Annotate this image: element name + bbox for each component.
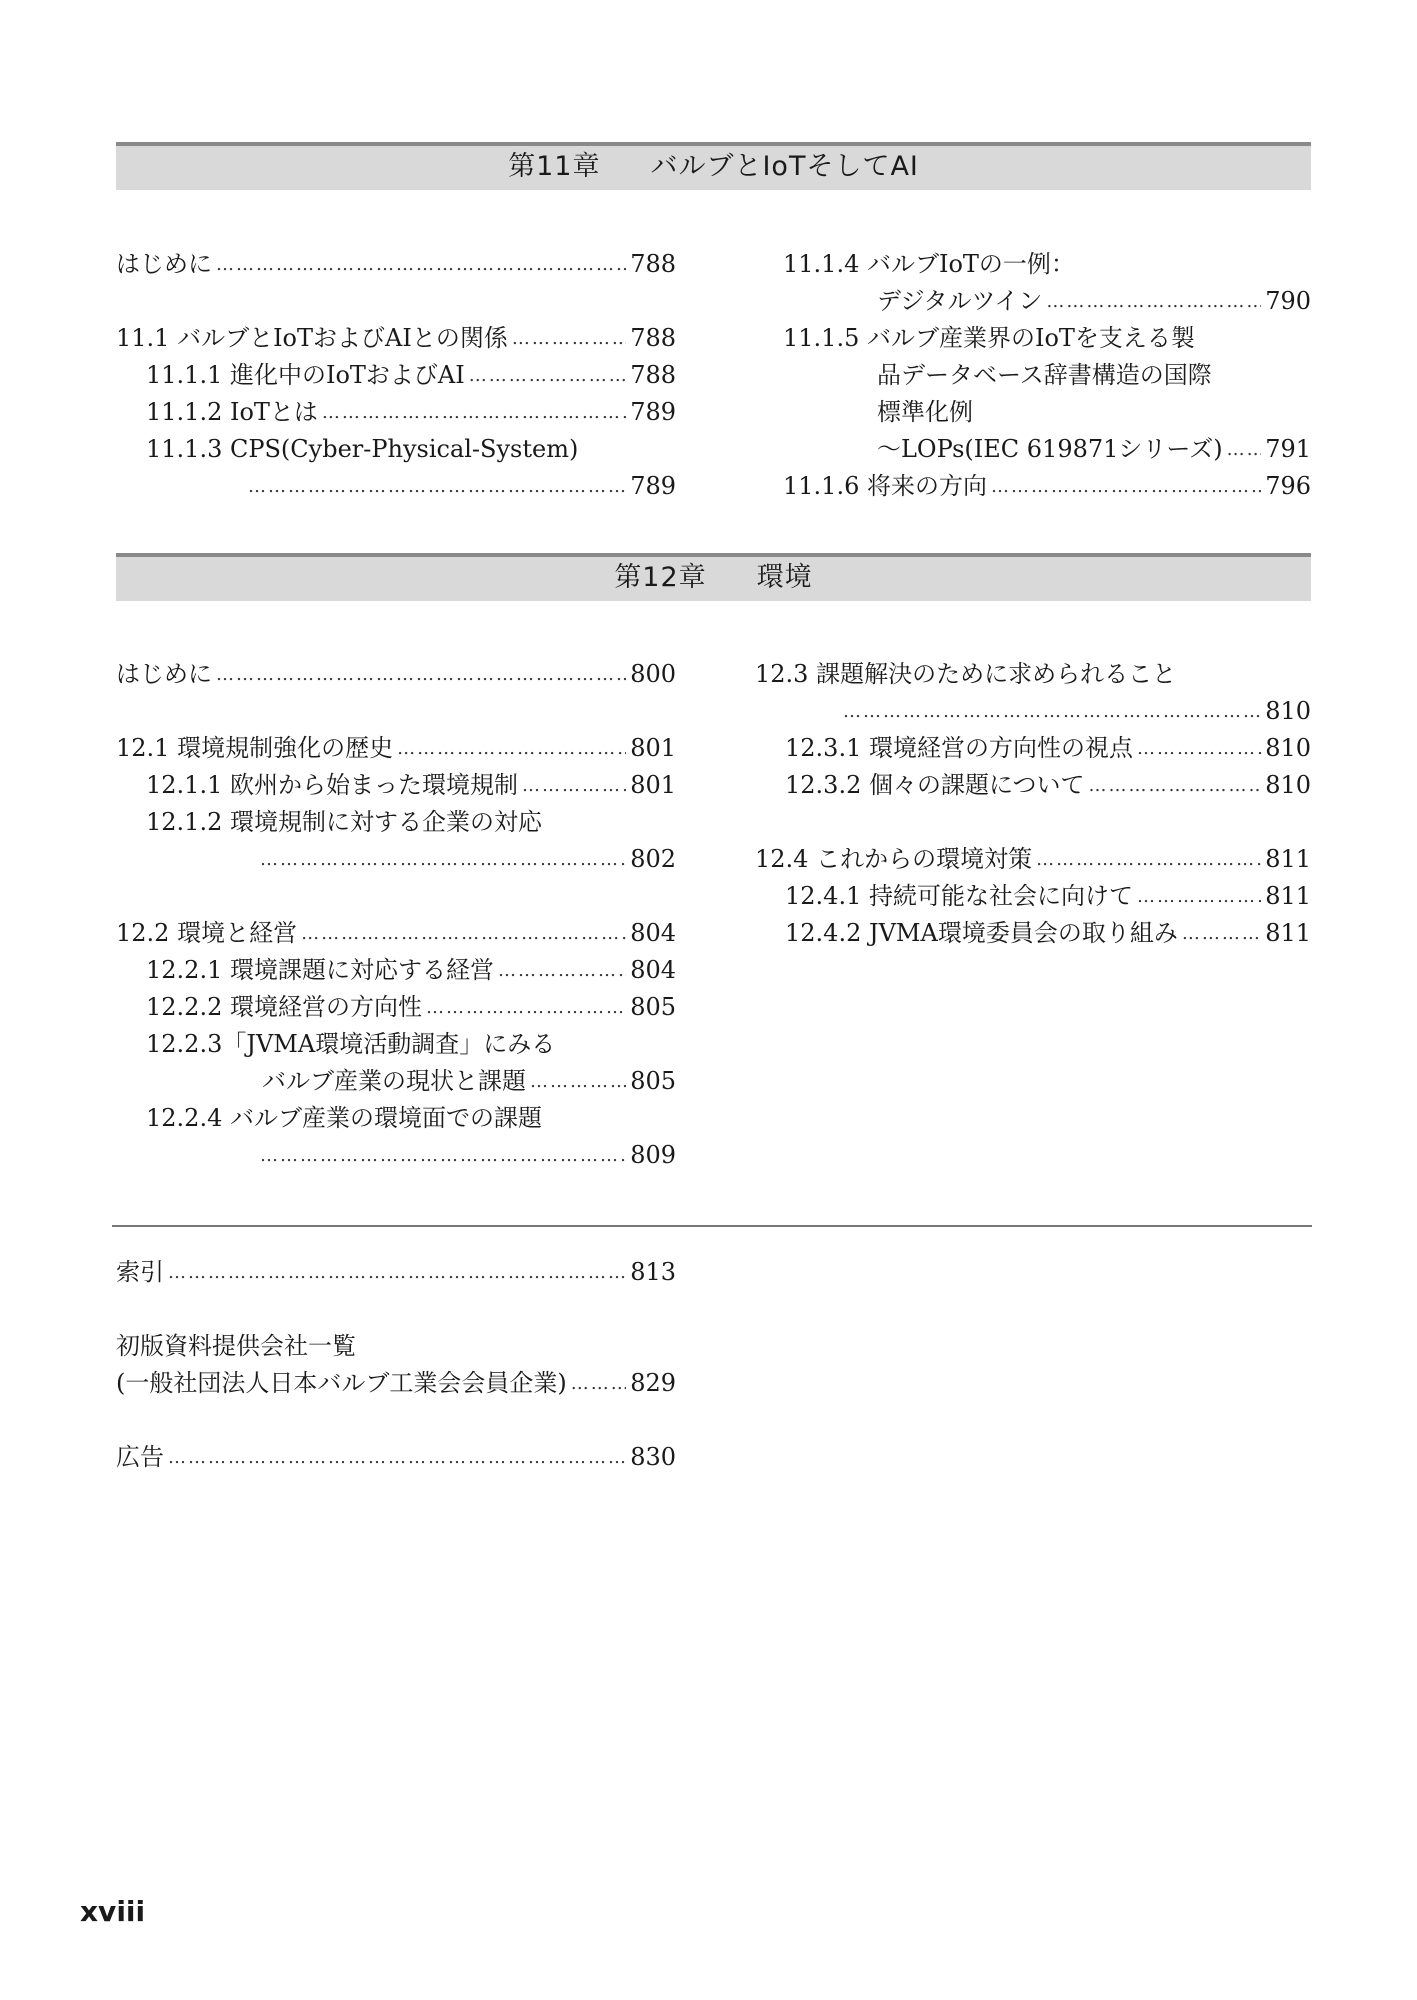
toc-entry (755, 283, 1311, 320)
toc-entry-title: デジタルツイン (877, 287, 1043, 315)
toc-spacer (116, 283, 676, 320)
toc-entry (116, 431, 676, 468)
toc-entry-title: 12.1.2 環境規制に対する企業の対応 (146, 808, 542, 836)
leader-dots (248, 468, 626, 505)
leader-dots (512, 320, 626, 357)
toc-entry-title: 索引 (116, 1258, 164, 1286)
toc-entry-title: 11.1.3 CPS(Cyber-Physical-System) (146, 435, 579, 463)
toc-entry (116, 357, 676, 394)
toc-entry-title: 品データベース辞書構造の国際 (877, 361, 1212, 389)
chapter-11-toc-left (116, 246, 676, 505)
toc-entry (116, 320, 676, 357)
leader-dots (530, 1063, 626, 1100)
toc-entry (116, 394, 676, 431)
toc-entry (116, 246, 676, 283)
toc-entry (116, 1137, 676, 1174)
toc-entry-title: (一般社団法人日本バルブ工業会会員企業) (116, 1369, 567, 1397)
back-matter-toc (116, 1254, 676, 1476)
toc-spacer (116, 1291, 676, 1328)
leader-dots (1137, 878, 1261, 915)
toc-entry (116, 1254, 676, 1291)
toc-entry-title: 初版資料提供会社一覧 (116, 1332, 356, 1360)
toc-entry-title: 12.3 課題解決のために求められること (755, 660, 1177, 688)
toc-page-number: 804 (630, 919, 676, 947)
leader-dots (216, 246, 626, 283)
leader-dots (426, 989, 626, 1026)
leader-dots (1088, 767, 1261, 804)
toc-page-number: 811 (1265, 845, 1311, 873)
toc-entry (116, 841, 676, 878)
toc-entry-title: 標準化例 (877, 398, 973, 426)
leader-dots (469, 357, 626, 394)
toc-entry-title: 12.2.1 環境課題に対応する経営 (146, 956, 494, 984)
toc-page-number: 830 (630, 1443, 676, 1471)
chapter-11-toc-right (755, 246, 1311, 505)
toc-entry-title: 12.4 これからの環境対策 (755, 845, 1033, 873)
chapter-12-toc-right (755, 656, 1311, 952)
leader-dots (260, 841, 626, 878)
toc-page-number: 801 (630, 771, 676, 799)
toc-entry-title: 12.1 環境規制強化の歴史 (116, 734, 394, 762)
toc-page-number: 804 (630, 956, 676, 984)
toc-page-number: 800 (630, 660, 676, 688)
toc-page-number: 810 (1265, 734, 1311, 762)
toc-entry (116, 915, 676, 952)
toc-entry-title: 12.2.4 バルブ産業の環境面での課題 (146, 1104, 542, 1132)
leader-dots (168, 1254, 626, 1291)
toc-page-number: 790 (1265, 287, 1311, 315)
leader-dots (397, 730, 626, 767)
toc-page-number: 810 (1265, 697, 1311, 725)
toc-page-number: 801 (630, 734, 676, 762)
toc-page-number: 809 (630, 1141, 676, 1169)
toc-entry (116, 656, 676, 693)
toc-spacer (116, 1402, 676, 1439)
toc-entry-title: 11.1.5 バルブ産業界のIoTを支える製 (783, 324, 1195, 352)
toc-entry (116, 468, 676, 505)
toc-page-number: 811 (1265, 919, 1311, 947)
toc-spacer (116, 878, 676, 915)
leader-dots (498, 952, 626, 989)
toc-entry-title: 12.2.3「JVMA環境活動調査」にみる (146, 1030, 556, 1058)
leader-dots (1182, 915, 1261, 952)
toc-entry (755, 915, 1311, 952)
leader-dots (1036, 841, 1261, 878)
leader-dots (168, 1439, 626, 1476)
leader-dots (1227, 431, 1262, 468)
toc-page-number: 788 (630, 361, 676, 389)
toc-entry (116, 952, 676, 989)
toc-entry-title: 12.1.1 欧州から始まった環境規制 (146, 771, 518, 799)
chapter-11-header (116, 142, 1311, 190)
toc-entry-title: バルブ産業の現状と課題 (262, 1067, 526, 1095)
toc-entry (116, 989, 676, 1026)
toc-page-number: 805 (630, 993, 676, 1021)
leader-dots (991, 468, 1261, 505)
toc-entry (755, 394, 1311, 431)
leader-dots (1137, 730, 1261, 767)
toc-entry-title: 12.3.1 環境経営の方向性の視点 (785, 734, 1133, 762)
toc-page-number: 810 (1265, 771, 1311, 799)
toc-entry (755, 468, 1311, 505)
leader-dots (301, 915, 626, 952)
toc-entry (755, 320, 1311, 357)
chapter-11-title: バルブとIoTそしてAI (650, 151, 919, 182)
toc-entry (116, 1328, 676, 1365)
toc-entry-title: 11.1.6 将来の方向 (783, 472, 987, 500)
toc-entry (116, 804, 676, 841)
section-divider (112, 1225, 1312, 1227)
toc-entry-title: はじめに (116, 250, 212, 278)
toc-entry (116, 1365, 676, 1402)
toc-entry (755, 246, 1311, 283)
toc-entry-title: 12.2.2 環境経営の方向性 (146, 993, 422, 1021)
toc-entry-title: 11.1.4 バルブIoTの一例： (783, 250, 1075, 278)
toc-entry-title: 12.4.1 持続可能な社会に向けて (785, 882, 1133, 910)
toc-entry-title: 12.4.2 JVMA環境委員会の取り組み (785, 919, 1178, 947)
toc-entry-title: 12.3.2 個々の課題について (785, 771, 1085, 799)
chapter-12-toc-left (116, 656, 676, 1174)
toc-page-number: 829 (630, 1369, 676, 1397)
toc-entry (755, 693, 1311, 730)
toc-page-number: 802 (630, 845, 676, 873)
leader-dots (216, 656, 626, 693)
toc-entry (755, 841, 1311, 878)
page-folio: xviii (80, 1895, 146, 1928)
toc-page-number: 811 (1265, 882, 1311, 910)
toc-entry (116, 1026, 676, 1063)
toc-entry (755, 878, 1311, 915)
toc-entry (116, 1063, 676, 1100)
toc-spacer (755, 804, 1311, 841)
leader-dots (843, 693, 1261, 730)
chapter-11-number: 第11章 (508, 151, 601, 182)
toc-page-number: 789 (630, 398, 676, 426)
toc-entry-title: ～LOPs(IEC 619871シリーズ) (877, 435, 1223, 463)
toc-entry (755, 767, 1311, 804)
toc-entry-title: 広告 (116, 1443, 164, 1471)
chapter-12-number: 第12章 (614, 562, 707, 593)
toc-page-number: 788 (630, 324, 676, 352)
toc-entry (116, 730, 676, 767)
toc-entry (755, 730, 1311, 767)
toc-entry-title: はじめに (116, 660, 212, 688)
toc-page-number: 796 (1265, 472, 1311, 500)
toc-entry (755, 431, 1311, 468)
toc-entry (755, 357, 1311, 394)
toc-entry (116, 767, 676, 804)
toc-entry-title: 11.1.1 進化中のIoTおよびAI (146, 361, 465, 389)
chapter-12-title: 環境 (756, 562, 813, 593)
leader-dots (260, 1137, 626, 1174)
leader-dots (571, 1365, 626, 1402)
toc-page-number: 788 (630, 250, 676, 278)
toc-page-number: 805 (630, 1067, 676, 1095)
toc-page-number: 791 (1265, 435, 1311, 463)
toc-entry (116, 1439, 676, 1476)
toc-entry-title: 11.1.2 IoTとは (146, 398, 318, 426)
chapter-12-header (116, 553, 1311, 601)
toc-entry-title: 12.2 環境と経営 (116, 919, 298, 947)
leader-dots (522, 767, 626, 804)
toc-page-number: 789 (630, 472, 676, 500)
leader-dots (322, 394, 626, 431)
leader-dots (1046, 283, 1261, 320)
toc-entry-title: 11.1 バルブとIoTおよびAIとの関係 (116, 324, 508, 352)
toc-spacer (116, 693, 676, 730)
toc-entry (116, 1100, 676, 1137)
toc-entry (755, 656, 1311, 693)
toc-page-number: 813 (630, 1258, 676, 1286)
